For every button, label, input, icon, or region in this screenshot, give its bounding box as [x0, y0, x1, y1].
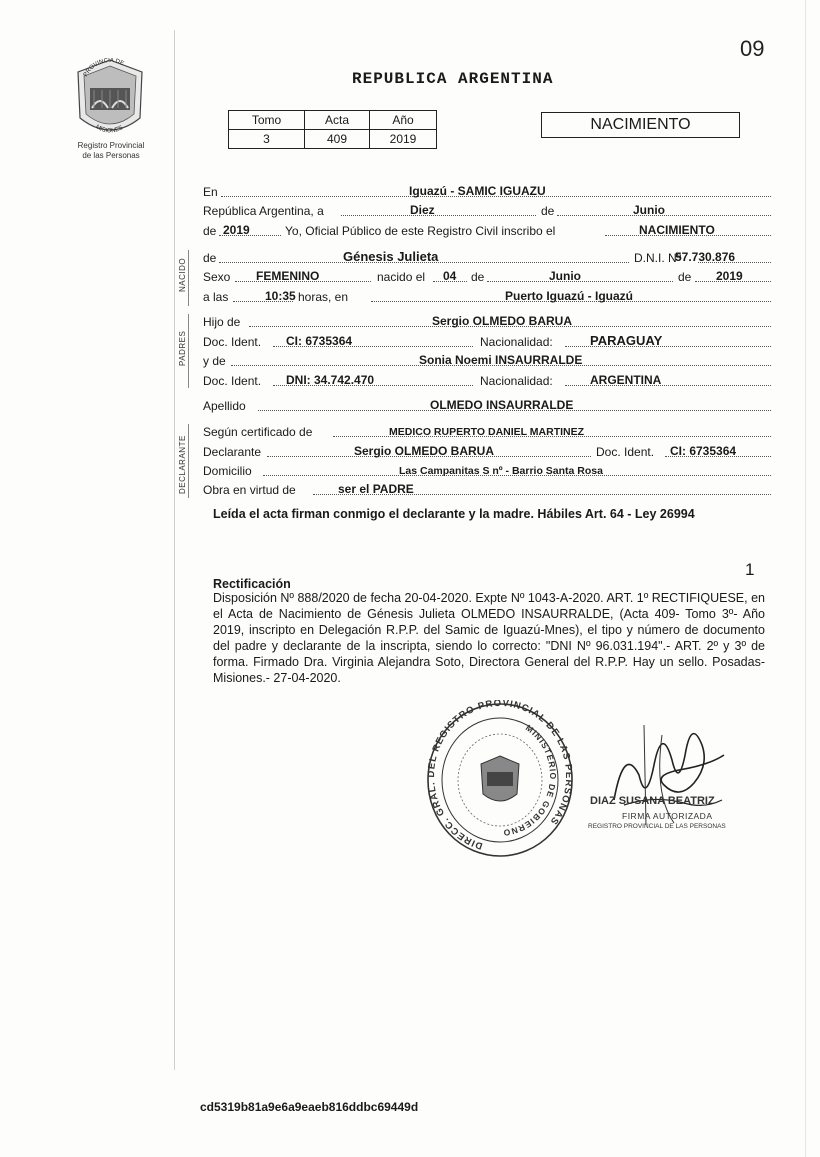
label-sexo: Sexo: [203, 270, 231, 284]
label-republica: República Argentina, a: [203, 204, 324, 218]
margin-line: [174, 30, 175, 1070]
dotted-line: [341, 215, 536, 216]
acta-value-acta: 409: [305, 130, 370, 149]
value-place: Iguazú - SAMIC IGUAZU: [409, 184, 546, 198]
value-name: Génesis Julieta: [343, 249, 439, 264]
label-nacionalidad-mother: Nacionalidad:: [480, 374, 553, 388]
acta-table: [228, 110, 437, 149]
value-father-nationality: PARAGUAY: [590, 333, 663, 348]
value-mother-nationality: ARGENTINA: [590, 373, 662, 387]
section-bracket: [188, 250, 189, 306]
label-certificado: Según certificado de: [203, 425, 313, 439]
value-inscription-type: NACIMIENTO: [639, 223, 715, 237]
row-date: [203, 202, 771, 219]
registry-name: [42, 141, 180, 161]
value-surname: OLMEDO INSAURRALDE: [430, 398, 574, 412]
label-yde: y de: [203, 354, 226, 368]
value-by-virtue: ser el PADRE: [338, 482, 414, 496]
logo-top-text: PROVINCIA DE: [82, 58, 125, 78]
row-by-virtue: [203, 481, 771, 498]
value-birth-year: 2019: [716, 269, 743, 283]
label-de-year: de: [203, 224, 217, 238]
seal-inner-text: MINISTERIO DE GOBIERNO: [501, 722, 559, 839]
page-edge-line: [805, 0, 806, 1157]
logo-bottom-text: MISIONES: [94, 124, 125, 135]
section-bracket: [188, 424, 189, 498]
row-father: [203, 313, 771, 330]
label-de: de: [541, 204, 555, 218]
registry-logo-icon: [74, 58, 146, 140]
label-nacionalidad-father: Nacionalidad:: [480, 335, 553, 349]
row-inscription: [203, 222, 771, 239]
signature-stamp-org: REGISTRO PROVINCIAL DE LAS PERSONAS: [588, 823, 726, 830]
value-mother-name: Sonia Noemi INSAURRALDE: [419, 353, 583, 367]
label-obra: Obra en virtud de: [203, 483, 296, 497]
document-hash: cd5319b81a9e6a9eaeb816ddbc69449d: [200, 1100, 419, 1114]
row-declarant: [203, 443, 771, 460]
row-address: [203, 462, 771, 479]
closing-text: Leída el acta firman conmigo el declarante y la madre. Hábiles Art. 64 - Ley 26994: [213, 507, 695, 521]
label-alas: a las: [203, 290, 229, 304]
value-father-name: Sergio OLMEDO BARUA: [432, 314, 573, 328]
official-seal-icon: [425, 700, 575, 860]
document-type-box: NACIMIENTO: [541, 112, 740, 138]
rectification-title: Rectificación: [213, 577, 291, 591]
label-horas: horas, en: [298, 290, 349, 304]
label-de-birth-year: de: [678, 270, 692, 284]
section-bracket: [188, 314, 189, 388]
signature-stamp-title: FIRMA AUTORIZADA: [622, 811, 713, 821]
row-place: [203, 183, 771, 200]
registry-name-line1: Registro Provincial: [77, 141, 145, 150]
value-birth-month: Junio: [549, 269, 581, 283]
side-label-padres: PADRES: [178, 330, 187, 366]
row-father-doc: [203, 333, 771, 350]
label-doc-father: Doc. Ident.: [203, 335, 262, 349]
label-hijo: Hijo de: [203, 315, 241, 329]
row-sex-birth: [203, 268, 771, 285]
label-nacido: nacido el: [377, 270, 426, 284]
value-dni: 57.730.876: [675, 250, 736, 264]
acta-header-ano: Año: [370, 111, 437, 130]
seal-outer-text: DIRECC. GRAL. DEL REGISTRO PROVINCIAL DE LAS PERSONAS: [425, 700, 575, 852]
value-year: 2019: [223, 223, 250, 237]
page-number: 09: [740, 36, 765, 61]
row-mother: [203, 352, 771, 369]
label-apellido: Apellido: [203, 399, 246, 413]
value-birth-place: Puerto Iguazú - Iguazú: [505, 289, 633, 303]
value-father-doc: CI: 6735364: [286, 334, 353, 348]
acta-value-row: [229, 130, 437, 149]
value-day-word: Diez: [410, 203, 435, 217]
row-mother-doc: [203, 372, 771, 389]
label-doc-mother: Doc. Ident.: [203, 374, 262, 388]
value-birth-day: 04: [443, 269, 457, 283]
acta-header-tomo: Tomo: [229, 111, 305, 130]
value-declarant-doc: CI: 6735364: [670, 444, 737, 458]
value-sex: FEMENINO: [256, 269, 320, 283]
value-month: Junio: [633, 203, 665, 217]
row-certificate: [203, 423, 771, 440]
label-yo: Yo, Oficial Público de este Registro Civil inscribo el: [285, 224, 556, 238]
acta-value-ano: 2019: [370, 130, 437, 149]
value-mother-doc: DNI: 34.742.470: [286, 373, 375, 387]
side-label-nacido: NACIDO: [178, 257, 187, 292]
annotation-number: 1: [745, 560, 755, 579]
row-surname: [203, 397, 771, 414]
rectification-body: Disposición Nº 888/2020 de fecha 20-04-2020. Expte Nº 1043-A-2020. ART. 1º RECTIFIQUESE, en el Acta de Nacimiento de Génesis Julieta OLMEDO INSAURRALDE, (Acta 409- Tomo 3º- Año 2019, inscripto en Delegación R.P.P. del Samic de Iguazú-Mnes), el tipo y número de documento del padre y declarante de la inscripta, siendo lo correcto: "DNI Nº 96.031.194".- ART. 2º y 3º de forma. Firmado Dra. Virginia Alejandra Soto, Directora General del R.P.P. Hay un sello. Posadas- Misiones.- 27-04-2020.: [213, 591, 765, 685]
label-en: En: [203, 185, 218, 199]
registry-name-line2: de las Personas: [82, 151, 140, 160]
label-declarante: Declarante: [203, 445, 262, 459]
value-address: Las Campanitas S nº - Barrio Santa Rosa: [399, 465, 603, 477]
label-de-birth: de: [471, 270, 485, 284]
acta-value-tomo: 3: [229, 130, 305, 149]
row-name: [203, 249, 771, 266]
value-certificate: MEDICO RUPERTO DANIEL MARTINEZ: [389, 426, 585, 438]
label-doc-declarant: Doc. Ident.: [596, 445, 655, 459]
label-dni: D.N.I. Nº: [634, 251, 682, 265]
label-domicilio: Domicilio: [203, 464, 252, 478]
acta-header-acta: Acta: [305, 111, 370, 130]
side-label-declarante: DECLARANTE: [178, 435, 187, 494]
value-declarant: Sergio OLMEDO BARUA: [354, 444, 495, 458]
document-title: REPUBLICA ARGENTINA: [352, 70, 554, 88]
row-time-place: [203, 288, 771, 305]
signature-stamp-name: DIAZ SUSANA BEATRIZ: [590, 795, 715, 807]
value-birth-time: 10:35: [265, 289, 296, 303]
acta-header-row: [229, 111, 437, 130]
label-de-name: de: [203, 251, 217, 265]
